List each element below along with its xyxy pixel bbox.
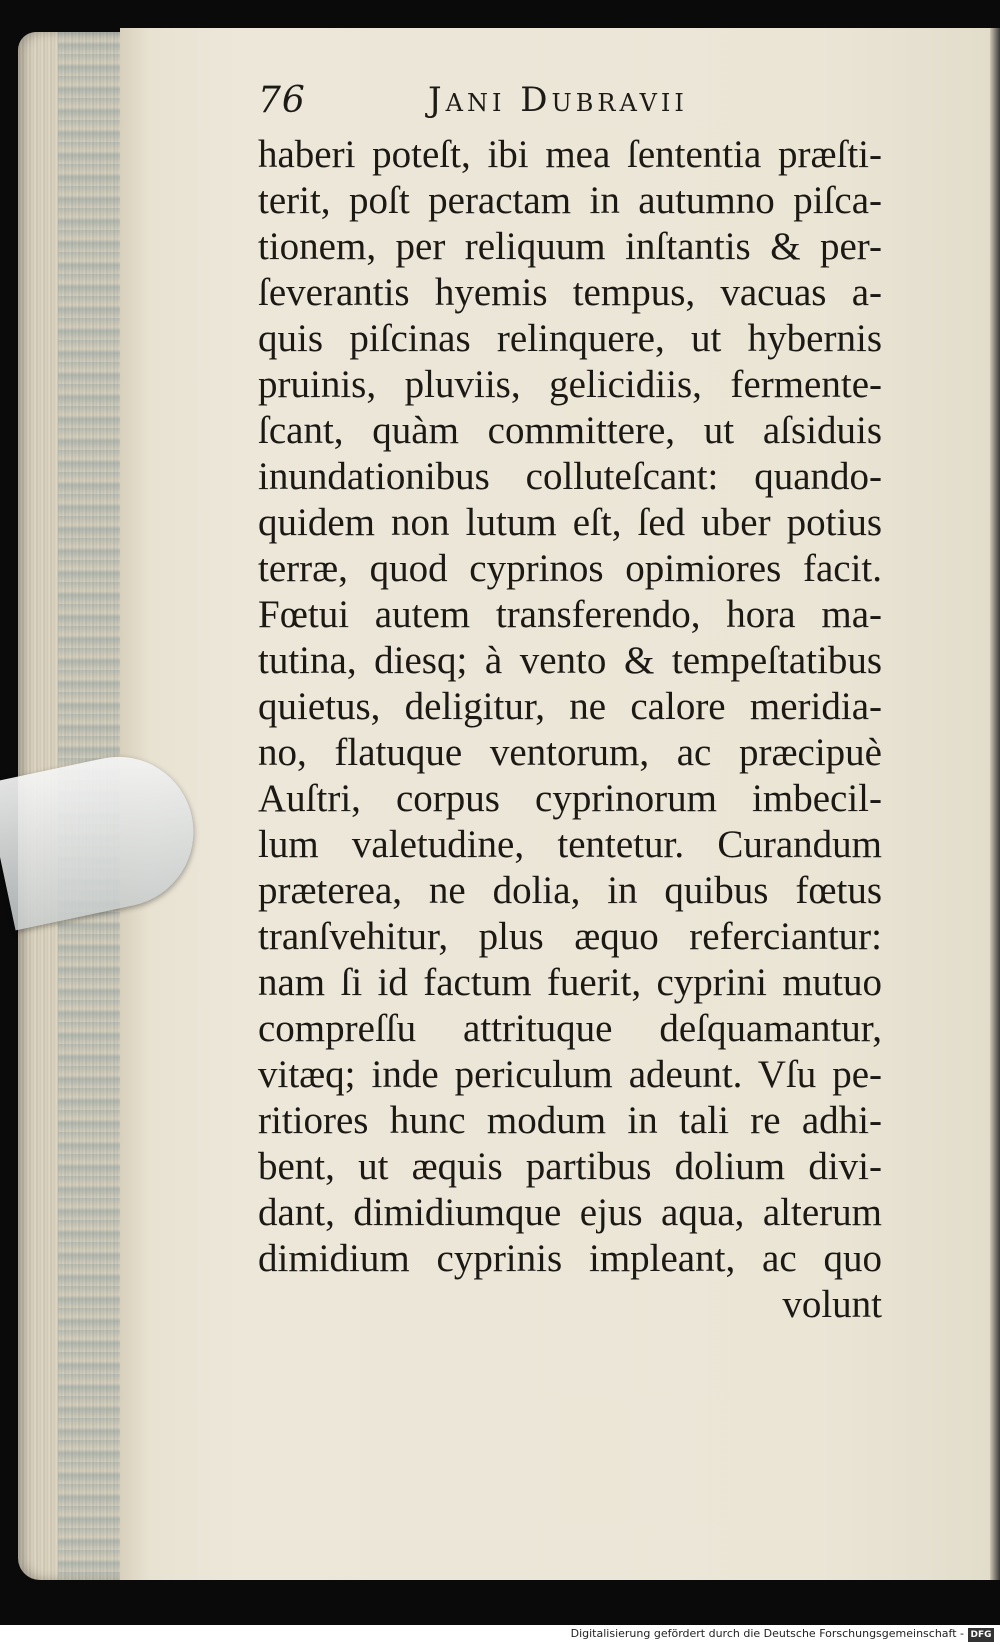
running-head <box>258 80 878 128</box>
running-head-title: Jani Dubravii <box>428 80 688 120</box>
text-line: haberi poteſt, ibi mea ſententia præſti- <box>258 133 882 176</box>
text-line: tutina, diesq; à vento & tempeſtatibus <box>258 639 882 682</box>
dfg-logo-icon: DFG <box>968 1628 994 1642</box>
text-line: vitæq; inde periculum adeunt. Vſu pe- <box>258 1053 882 1096</box>
text-line: præterea, ne dolia, in quibus fœtus <box>258 869 882 912</box>
text-line: terit, poſt peractam in autumno piſca- <box>258 179 882 222</box>
digitization-footer <box>0 1625 1000 1645</box>
text-line: inundationibus colluteſcant: quando- <box>258 455 882 498</box>
text-line: tranſvehitur, plus æquo referciantur: <box>258 915 882 958</box>
text-line: quietus, deligitur, ne calore meridia- <box>258 685 882 728</box>
text-line: quis piſcinas relinquere, ut hybernis <box>258 317 882 360</box>
text-line: Fœtui autem transferendo, hora ma- <box>258 593 882 636</box>
text-line: dant, dimidiumque ejus aqua, alterum <box>258 1191 882 1234</box>
text-line: dimidium cyprinis impleant, ac quo <box>258 1237 882 1280</box>
text-line: tionem, per reliquum inſtantis & per- <box>258 225 882 268</box>
page-right-edge <box>990 28 1000 1580</box>
text-line: no, flatuque ventorum, ac præcipuè <box>258 731 882 774</box>
text-line: nam ſi id factum fuerit, cyprini mutuo <box>258 961 882 1004</box>
text-line: Auſtri, corpus cyprinorum imbecil- <box>258 777 882 820</box>
text-line: quidem non lutum eſt, ſed uber potius <box>258 501 882 544</box>
text-line: bent, ut æquis partibus dolium divi- <box>258 1145 882 1188</box>
page-number: 76 <box>258 80 306 121</box>
text-line: ritiores hunc modum in tali re adhi- <box>258 1099 882 1142</box>
text-line: ſcant, quàm committere, ut aſsiduis <box>258 409 882 452</box>
text-line: lum valetudine, tentetur. Curandum <box>258 823 882 866</box>
text-line: pruinis, pluviis, gelicidiis, fermente- <box>258 363 882 406</box>
text-line: terræ, quod cyprinos opimiores facit. <box>258 547 882 590</box>
funding-notice: Digitalisierung gefördert durch die Deutsche Forschungsgemeinschaft - <box>570 1627 964 1640</box>
catchword: volunt <box>782 1283 882 1326</box>
body-text <box>258 132 882 1328</box>
text-line: compreſſu attrituque deſquamantur, <box>258 1007 882 1050</box>
text-line: ſeverantis hyemis tempus, vacuas a- <box>258 271 882 314</box>
